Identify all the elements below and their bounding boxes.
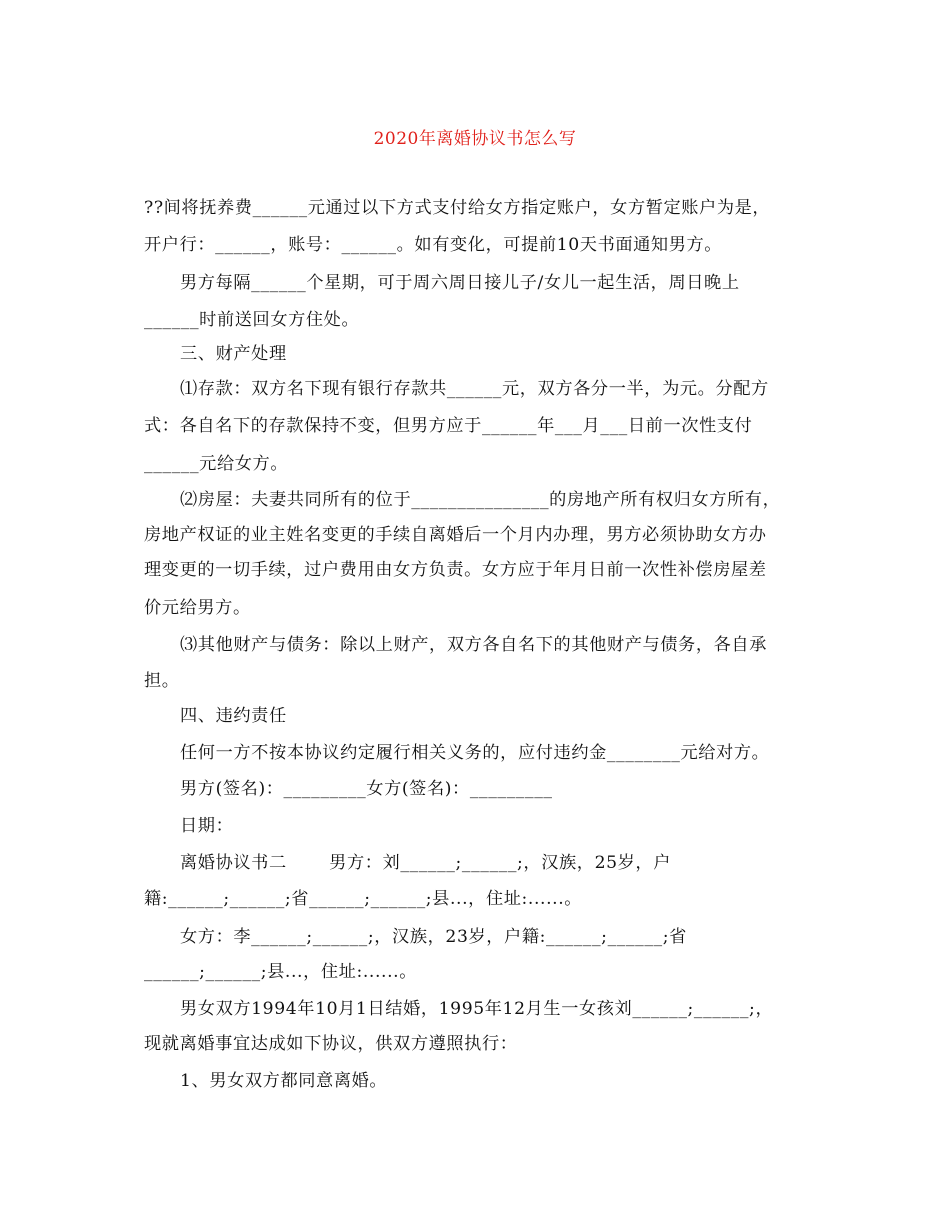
body-line: 男女双方1994年10月1日结婚，1995年12月生一女孩刘______;______;，: [180, 999, 774, 1019]
body-line: 房地产权证的业主姓名变更的手续自离婚后一个月内办理，男方必须协助女方办: [144, 525, 767, 545]
section-heading: 四、违约责任: [180, 706, 287, 726]
body-line: 现就离婚事宜达成如下协议，供双方遵照执行：: [144, 1034, 518, 1054]
signature-line: 男方(签名)：_________女方(签名)：_________: [180, 779, 553, 799]
body-line: 担。: [144, 671, 180, 691]
body-line: 离婚协议书二 男方：刘______;______;，汉族，25岁，户: [180, 853, 672, 873]
body-line: ______;______;县...，住址:......。: [144, 962, 418, 982]
body-line: ______时前送回女方住处。: [144, 310, 360, 330]
section-heading: 三、财产处理: [180, 344, 287, 364]
body-line: 男方每隔______个星期，可于周六周日接儿子/女儿一起生活，周日晚上: [180, 273, 740, 293]
body-line: 式：各自名下的存款保持不变，但男方应于______年___月___日前一次性支付: [144, 416, 753, 436]
date-line: 日期：: [180, 816, 234, 836]
body-line: ______元给女方。: [144, 454, 289, 474]
body-line: 籍:______;______;省______;______;县...，住址:......。: [144, 889, 583, 909]
body-line: 任何一方不按本协议约定履行相关义务的，应付违约金________元给对方。: [180, 743, 770, 763]
body-line: ⑶其他财产与债务：除以上财产，双方各自名下的其他财产与债务，各自承: [180, 635, 767, 655]
body-line: ??间将抚养费______元通过以下方式支付给女方指定账户，女方暂定账户为是，: [144, 198, 771, 218]
document-title: 2020年离婚协议书怎么写: [373, 129, 577, 149]
body-line: 理变更的一切手续，过户费用由女方负责。女方应于年月日前一次性补偿房屋差: [144, 560, 767, 580]
body-line: ⑵房屋：夫妻共同所有的位于_______________的房地产所有权归女方所有，: [180, 490, 781, 510]
body-line: 女方：李______;______;，汉族，23岁，户籍:______;______;省: [180, 927, 687, 947]
body-line: 开户行：______，账号：______。如有变化，可提前10天书面通知男方。: [144, 235, 723, 255]
body-line: 1、男女双方都同意离婚。: [180, 1071, 388, 1091]
body-line: ⑴存款：双方名下现有银行存款共______元，双方各分一半，为元。分配方: [180, 379, 769, 399]
body-line: 价元给男方。: [144, 598, 251, 618]
